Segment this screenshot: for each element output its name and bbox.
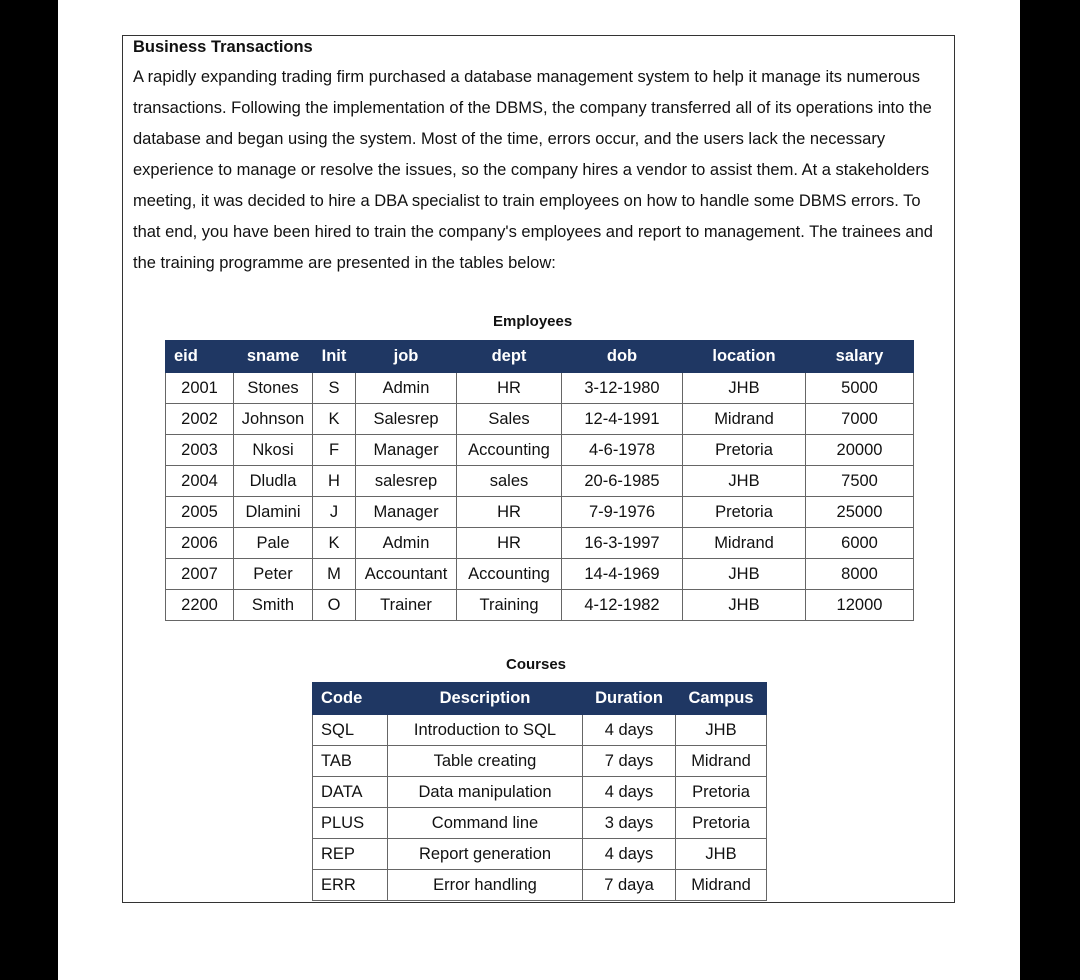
table-cell: Table creating	[388, 746, 583, 777]
table-cell: Pretoria	[676, 808, 767, 839]
table-cell: F	[313, 435, 356, 466]
table-cell: ERR	[313, 870, 388, 901]
col-header: eid	[166, 341, 234, 373]
table-cell: Report generation	[388, 839, 583, 870]
table-row	[313, 715, 767, 746]
employees-header-row	[166, 341, 914, 373]
section-heading: Business Transactions	[133, 38, 313, 56]
table-cell: 20-6-1985	[562, 466, 683, 497]
table-row	[166, 466, 914, 497]
table-cell: Midrand	[676, 870, 767, 901]
table-cell: salesrep	[356, 466, 457, 497]
table-cell: Pretoria	[683, 497, 806, 528]
table-cell: Accountant	[356, 559, 457, 590]
table-cell: 2004	[166, 466, 234, 497]
table-cell: Peter	[234, 559, 313, 590]
col-header: salary	[806, 341, 914, 373]
table-cell: Smith	[234, 590, 313, 621]
table-cell: 2200	[166, 590, 234, 621]
col-header: dept	[457, 341, 562, 373]
table-row	[313, 870, 767, 901]
table-cell: K	[313, 404, 356, 435]
courses-caption: Courses	[506, 656, 567, 673]
table-cell: M	[313, 559, 356, 590]
table-cell: Salesrep	[356, 404, 457, 435]
table-row	[166, 528, 914, 559]
col-header: Init	[313, 341, 356, 373]
col-header: Duration	[583, 683, 676, 715]
table-cell: Dlamini	[234, 497, 313, 528]
table-cell: 4 days	[583, 777, 676, 808]
intro-paragraph: A rapidly expanding trading firm purchased a database management system to help it manage its numerous transactions. Following the implementation of the DBMS, the company transferred all of its operations into the database and began using the system. Most of the time, errors occur, and the users lack the necessary experience to manage or resolve the issues, so the company hires a vendor to assist them. At a stakeholders meeting, it was decided to hire a DBA specialist to train employees on how to handle some DBMS errors. To that end, you have been hired to train the company's employees and report to management. The trainees and the training programme are presented in the tables below:	[133, 68, 933, 272]
table-cell: JHB	[683, 466, 806, 497]
table-cell: Pretoria	[683, 435, 806, 466]
table-cell: 3-12-1980	[562, 373, 683, 404]
table-cell: JHB	[683, 590, 806, 621]
table-cell: 4 days	[583, 715, 676, 746]
table-cell: Manager	[356, 497, 457, 528]
table-cell: SQL	[313, 715, 388, 746]
col-header: Campus	[676, 683, 767, 715]
col-header: Description	[388, 683, 583, 715]
col-header: location	[683, 341, 806, 373]
col-header: sname	[234, 341, 313, 373]
table-cell: Sales	[457, 404, 562, 435]
table-cell: 12-4-1991	[562, 404, 683, 435]
table-cell: JHB	[676, 839, 767, 870]
table-cell: O	[313, 590, 356, 621]
table-row	[166, 373, 914, 404]
table-cell: DATA	[313, 777, 388, 808]
table-cell: JHB	[676, 715, 767, 746]
table-cell: Command line	[388, 808, 583, 839]
table-cell: Johnson	[234, 404, 313, 435]
table-cell: 7000	[806, 404, 914, 435]
table-cell: 2002	[166, 404, 234, 435]
courses-header-row	[313, 683, 767, 715]
table-cell: 4 days	[583, 839, 676, 870]
table-cell: 25000	[806, 497, 914, 528]
table-cell: HR	[457, 528, 562, 559]
table-cell: 7500	[806, 466, 914, 497]
table-cell: Introduction to SQL	[388, 715, 583, 746]
table-cell: Pale	[234, 528, 313, 559]
table-cell: Admin	[356, 373, 457, 404]
table-cell: 2007	[166, 559, 234, 590]
table-cell: Error handling	[388, 870, 583, 901]
table-cell: Midrand	[676, 746, 767, 777]
employees-caption: Employees	[493, 313, 573, 330]
table-cell: HR	[457, 497, 562, 528]
table-cell: 8000	[806, 559, 914, 590]
table-cell: Admin	[356, 528, 457, 559]
table-row	[313, 746, 767, 777]
table-cell: 4-6-1978	[562, 435, 683, 466]
table-cell: 2006	[166, 528, 234, 559]
table-cell: HR	[457, 373, 562, 404]
table-cell: H	[313, 466, 356, 497]
table-cell: 2001	[166, 373, 234, 404]
table-cell: 5000	[806, 373, 914, 404]
table-cell: 6000	[806, 528, 914, 559]
table-cell: 2003	[166, 435, 234, 466]
table-row	[166, 404, 914, 435]
courses-table	[312, 682, 767, 901]
table-cell: REP	[313, 839, 388, 870]
table-cell: Trainer	[356, 590, 457, 621]
table-cell: Midrand	[683, 528, 806, 559]
table-cell: Training	[457, 590, 562, 621]
table-cell: 7 days	[583, 746, 676, 777]
table-cell: Pretoria	[676, 777, 767, 808]
table-cell: Stones	[234, 373, 313, 404]
table-cell: 7 daya	[583, 870, 676, 901]
table-cell: Manager	[356, 435, 457, 466]
table-cell: 2005	[166, 497, 234, 528]
table-cell: S	[313, 373, 356, 404]
table-row	[313, 777, 767, 808]
table-cell: 3 days	[583, 808, 676, 839]
col-header: dob	[562, 341, 683, 373]
table-cell: 12000	[806, 590, 914, 621]
table-cell: Accounting	[457, 435, 562, 466]
table-cell: 20000	[806, 435, 914, 466]
col-header: job	[356, 341, 457, 373]
table-cell: Accounting	[457, 559, 562, 590]
table-cell: Data manipulation	[388, 777, 583, 808]
table-row	[166, 590, 914, 621]
table-cell: TAB	[313, 746, 388, 777]
table-cell: JHB	[683, 373, 806, 404]
table-row	[166, 435, 914, 466]
table-cell: PLUS	[313, 808, 388, 839]
table-cell: 4-12-1982	[562, 590, 683, 621]
table-row	[313, 839, 767, 870]
table-cell: 14-4-1969	[562, 559, 683, 590]
table-cell: Dludla	[234, 466, 313, 497]
table-cell: Midrand	[683, 404, 806, 435]
employees-table	[165, 340, 914, 621]
table-cell: J	[313, 497, 356, 528]
table-cell: K	[313, 528, 356, 559]
table-row	[166, 497, 914, 528]
table-row	[166, 559, 914, 590]
document-frame	[122, 35, 955, 903]
table-cell: 16-3-1997	[562, 528, 683, 559]
table-cell: 7-9-1976	[562, 497, 683, 528]
table-cell: JHB	[683, 559, 806, 590]
document-page	[58, 0, 1020, 980]
table-cell: Nkosi	[234, 435, 313, 466]
table-cell: sales	[457, 466, 562, 497]
table-row	[313, 808, 767, 839]
col-header: Code	[313, 683, 388, 715]
